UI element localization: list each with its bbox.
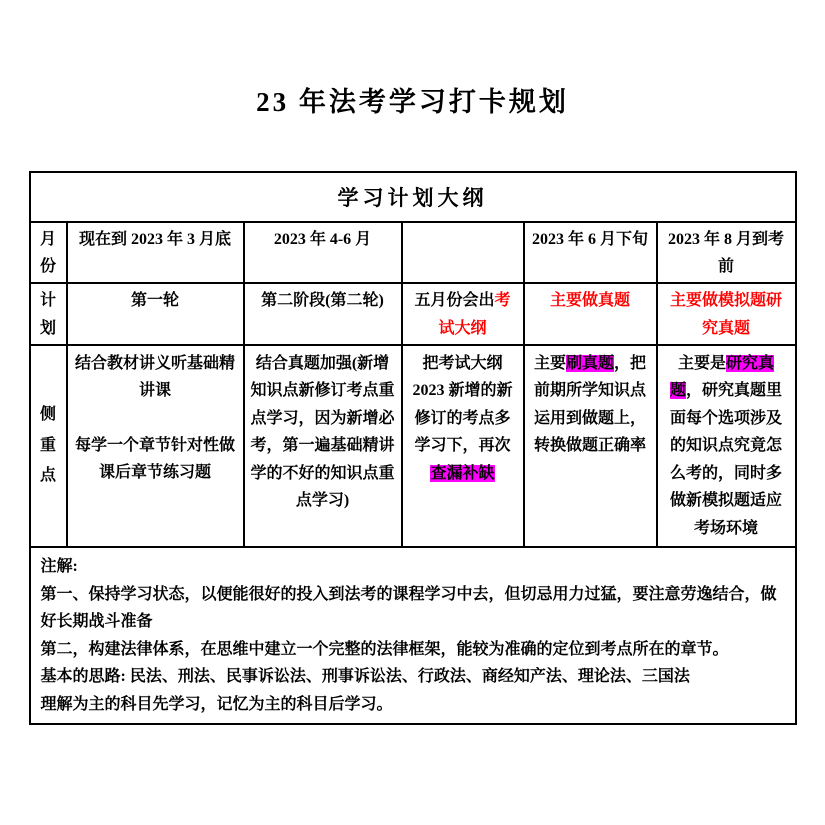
focus-research-highlight: 研究真题 xyxy=(669,354,775,400)
page-title: 23 年法考学习打卡规划 xyxy=(256,87,569,117)
notes-row xyxy=(30,547,796,724)
focus-drill-post: ，把前期所学知识点运用到做题上，转换做题正确率 xyxy=(533,354,647,455)
month-cell-phase4: 2023 年 8 月到考前 xyxy=(657,222,796,283)
focus-cell-drill xyxy=(524,345,657,548)
focus-drill-highlight: 刷真题 xyxy=(565,354,614,372)
focus-row xyxy=(30,345,796,548)
focus-cell-outline xyxy=(402,345,524,548)
note-approach: 基本的思路: 民法、刑法、民事诉讼法、刑事诉讼法、行政法、商经知产法、理论法、三国法 xyxy=(40,668,690,686)
row-label-focus: 侧重点 xyxy=(30,345,67,548)
focus-research-pre: 主要是 xyxy=(677,354,726,372)
plan-cell-june: 主要做真题 xyxy=(524,283,657,344)
focus-cell-phase1 xyxy=(67,345,244,548)
focus-outline-text: 把考试大纲 2023 新增的新修订的考点多学习下，再次 xyxy=(412,354,513,455)
plan-cell-round2: 第二阶段(第二轮) xyxy=(244,283,402,344)
month-cell-phase2: 2023 年 4-6 月 xyxy=(244,222,402,283)
plan-cell-may xyxy=(402,283,524,344)
note-first: 第一、保持学习状态，以便能很好的投入到法考的课程学习中去，但切忌用力过猛，要注意劳逸结合，做好长期战斗准备 xyxy=(40,585,777,631)
note-second: 第二，构建法律体系，在思维中建立一个完整的法律框架，能较为准确的定位到考点所在的章节。 xyxy=(40,640,729,658)
focus-cell-phase2: 结合真题加强(新增知识点新修订考点重点学习，因为新增必考，第一遍基础精讲学的不好的知识点重点学习) xyxy=(244,345,402,548)
study-plan-table xyxy=(29,171,797,725)
month-cell-phase3: 2023 年 6 月下旬 xyxy=(524,222,657,283)
month-row xyxy=(30,222,796,283)
focus-research-post: ，研究真题里面每个选项涉及的知识点究竟怎么考的，同时多做新模拟题适应考场环境 xyxy=(669,382,783,537)
note-approach-cont: 理解为主的科目先学习，记忆为主的科目后学习。 xyxy=(40,695,393,713)
plan-may-black: 五月份会出 xyxy=(414,292,495,310)
table-header-row xyxy=(30,172,796,222)
table-title: 学习计划大纲 xyxy=(30,172,796,222)
row-label-month: 月份 xyxy=(30,222,67,283)
plan-cell-august: 主要做模拟题研究真题 xyxy=(657,283,796,344)
focus-phase1-para2: 每学一个章节针对性做课后章节练习题 xyxy=(74,436,235,482)
focus-outline-highlight: 查漏补缺 xyxy=(430,464,495,482)
focus-phase1-para1: 结合教材讲义听基础精讲课 xyxy=(74,354,235,400)
plan-cell-round1: 第一轮 xyxy=(67,283,244,344)
month-cell-empty xyxy=(402,222,524,283)
row-label-plan: 计划 xyxy=(30,283,67,344)
focus-drill-pre: 主要 xyxy=(533,354,566,372)
notes-label: 注解: xyxy=(40,558,78,576)
plan-may-red: 考试大纲 xyxy=(438,292,511,337)
plan-row xyxy=(30,283,796,344)
month-cell-phase1: 现在到 2023 年 3 月底 xyxy=(67,222,244,283)
notes-cell xyxy=(30,547,796,724)
focus-cell-research xyxy=(657,345,796,548)
